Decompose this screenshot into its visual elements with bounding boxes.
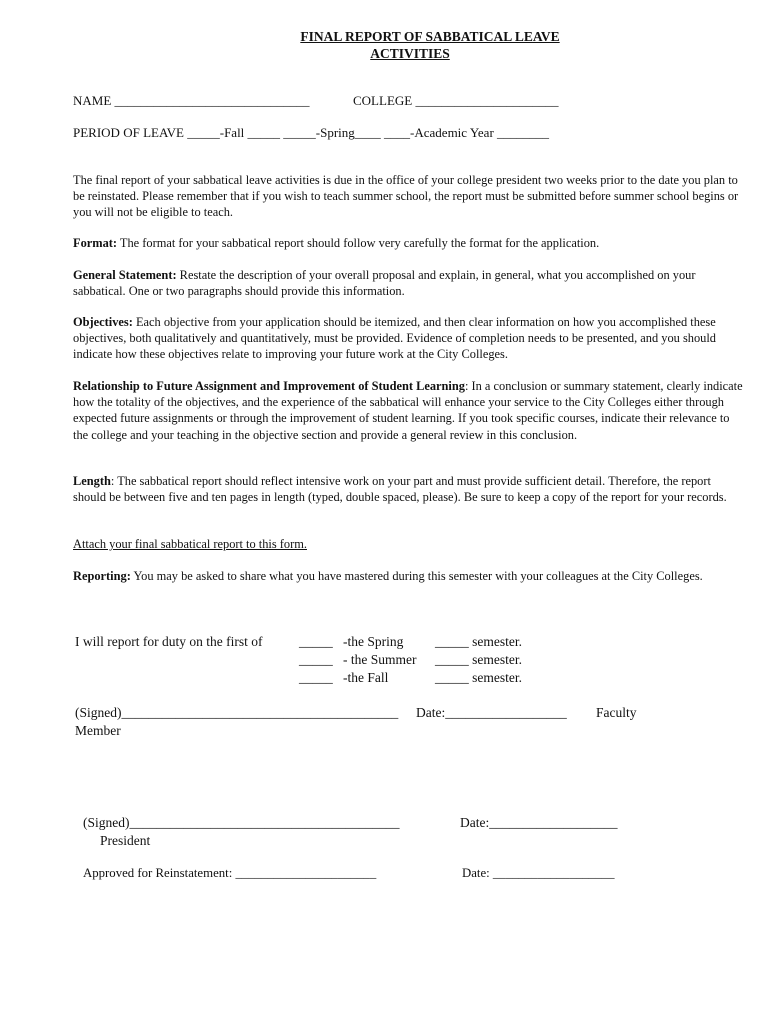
period-of-leave-field[interactable]: PERIOD OF LEAVE _____-Fall _____ _____-Spring____ ____-Academic Year ________ xyxy=(73,125,550,140)
length-label: Length xyxy=(73,474,111,488)
title-line-2: ACTIVITIES xyxy=(370,46,450,61)
name-field[interactable]: NAME ______________________________ xyxy=(73,93,310,108)
approval-date-field[interactable]: Date: ___________________ xyxy=(462,866,615,880)
president-signature-field[interactable]: (Signed)________________________________________ xyxy=(83,815,400,830)
intro-paragraph: The final report of your sabbatical leave activities is due in the office of your college president two weeks prior to the date you plan to be reinstated. Please remember that if you wish to teach summer school, the report must be submitted before summer school begins or you will not be eligible to teach. xyxy=(73,173,739,220)
objectives-paragraph xyxy=(73,314,743,363)
faculty-date-field[interactable]: Date:__________________ xyxy=(416,705,567,720)
title-line-1: FINAL REPORT OF SABBATICAL LEAVE xyxy=(300,29,560,44)
relationship-label: Relationship to Future Assignment and Improvement of Student Learning xyxy=(73,379,465,393)
duty-blank-spring[interactable]: _____ xyxy=(299,634,333,649)
objectives-label: Objectives: xyxy=(73,315,133,329)
format-text: The format for your sabbatical report should follow very carefully the format for the application. xyxy=(117,236,600,250)
length-paragraph xyxy=(73,473,743,505)
president-date-field[interactable]: Date:___________________ xyxy=(460,815,618,830)
duty-semester-fall[interactable]: _____ semester. xyxy=(435,670,522,685)
faculty-role-line-1: Faculty xyxy=(596,705,637,720)
approval-field[interactable]: Approved for Reinstatement: ______________________ xyxy=(83,866,377,880)
duty-label-spring: -the Spring xyxy=(343,634,404,649)
length-text: : The sabbatical report should reflect intensive work on your part and must provide sufficient detail. Therefore, the report should be between five and ten pages in length (typed, double spaced, please). Be sure to keep a copy of the report for your records. xyxy=(73,474,727,505)
duty-semester-spring[interactable]: _____ semester. xyxy=(435,634,522,649)
reporting-text: You may be asked to share what you have mastered during this semester with your colleagues at the City Colleges. xyxy=(130,569,703,583)
reporting-paragraph xyxy=(73,568,713,584)
attach-instruction: Attach your final sabbatical report to this form. xyxy=(73,537,307,551)
reporting-label: Reporting: xyxy=(73,569,131,583)
duty-blank-summer[interactable]: _____ xyxy=(299,652,333,667)
objectives-text: Each objective from your application should be itemized, and then clear information on how you accomplished these objectives, both qualitatively and quantitatively, must be provided. Evidence of completion needs to be presented, and you should indicate how these objectives relate to improving your future work at the City Colleges. xyxy=(73,315,717,362)
duty-semester-summer[interactable]: _____ semester. xyxy=(435,652,522,667)
general-statement-paragraph xyxy=(73,267,743,299)
general-statement-label: General Statement: xyxy=(73,268,177,282)
president-role: President xyxy=(100,833,151,848)
faculty-signature-field[interactable]: (Signed)_________________________________________ xyxy=(75,705,399,720)
duty-blank-fall[interactable]: _____ xyxy=(299,670,333,685)
format-label: Format: xyxy=(73,236,118,250)
faculty-role-line-2: Member xyxy=(75,723,121,738)
duty-label-fall: -the Fall xyxy=(343,670,389,685)
general-statement-text: Restate the description of your overall proposal and explain, in general, what you accomplished on your sabbatical. One or two paragraphs should provide this information. xyxy=(73,268,696,299)
relationship-paragraph xyxy=(73,378,743,443)
college-field[interactable]: COLLEGE ______________________ xyxy=(353,93,559,108)
duty-label-summer: - the Summer xyxy=(343,652,417,667)
duty-lead-text: I will report for duty on the first of xyxy=(75,634,263,649)
relationship-text: : In a conclusion or summary statement, clearly indicate how the totality of the objectives, and the experience of the sabbatical will enhance your service to the City Colleges either through expected future assignments or through the improvement of student learning. If you took specific courses, indicate their relevance to the college and your teaching in the objective section and provide a general review in this conclusion. xyxy=(73,379,743,442)
format-paragraph xyxy=(73,235,743,251)
